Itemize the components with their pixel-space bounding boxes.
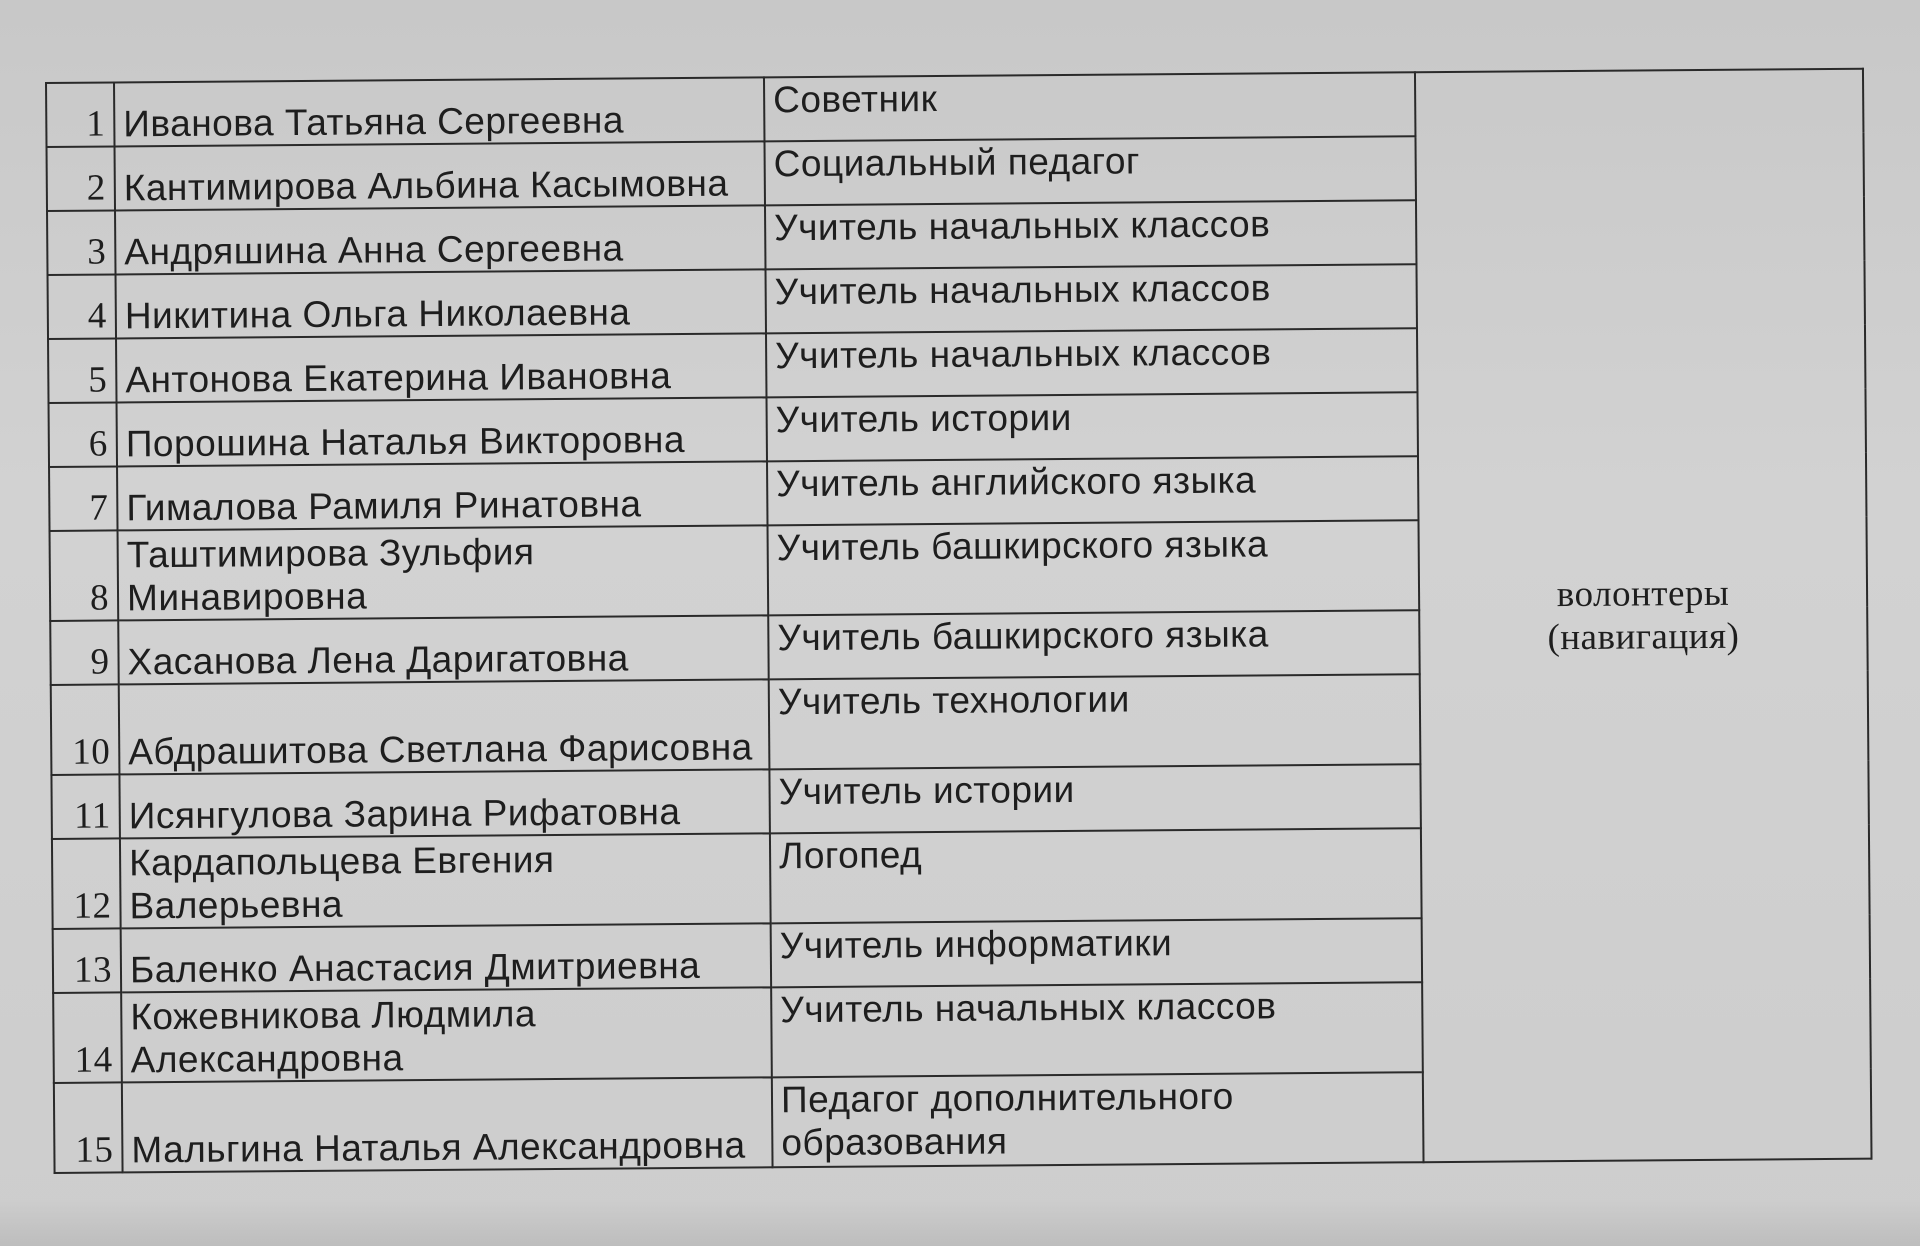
employee-position: Логопед: [770, 828, 1422, 923]
employee-name: Кантимирова Альбина Касымовна: [115, 141, 765, 210]
employee-position: Учитель башкирского языка: [768, 610, 1419, 679]
row-number: 1: [46, 82, 115, 147]
employee-position: Учитель начальных классов: [765, 200, 1416, 269]
table-row: [46, 69, 1863, 147]
employee-position: Социальный педагог: [764, 136, 1415, 205]
role-cell: [1415, 69, 1872, 1162]
staff-table: [45, 68, 1873, 1174]
employee-name: Иванова Татьяна Сергеевна: [114, 77, 764, 146]
row-number: 13: [53, 928, 122, 993]
row-number: 10: [51, 684, 120, 775]
row-number: 11: [51, 774, 120, 839]
row-number: 6: [49, 402, 118, 467]
employee-name: Андряшина Анна Сергеевна: [115, 205, 765, 274]
employee-position: Учитель истории: [766, 392, 1417, 461]
employee-position: Учитель начальных классов: [771, 982, 1423, 1077]
row-number: 7: [49, 466, 118, 531]
employee-name: Мальгина Наталья Александровна: [122, 1077, 773, 1172]
page-edge-shadow: [0, 1200, 1920, 1246]
employee-name: Исянгулова Зарина Рифатовна: [119, 769, 769, 838]
employee-position: Учитель истории: [769, 764, 1420, 833]
row-number: 14: [53, 992, 122, 1083]
employee-name: Абдрашитова Светлана Фарисовна: [119, 679, 770, 774]
employee-position: Учитель начальных классов: [765, 264, 1416, 333]
employee-name: Таштимирова Зульфия Минавировна: [118, 525, 769, 620]
row-number: 2: [47, 146, 116, 211]
row-number: 8: [50, 530, 119, 621]
row-number: 4: [48, 274, 117, 339]
employee-name: Никитина Ольга Николаевна: [116, 269, 766, 338]
row-number: 15: [54, 1082, 123, 1173]
employee-name: Гималова Рамиля Ринатовна: [117, 461, 767, 530]
employee-name: Антонова Екатерина Ивановна: [116, 333, 766, 402]
employee-name: Порошина Наталья Викторовна: [117, 397, 767, 466]
row-number: 5: [48, 338, 117, 403]
role-label: волонтеры: [1556, 572, 1730, 616]
row-number: 12: [52, 838, 121, 929]
row-number: 3: [47, 210, 116, 275]
employee-name: Кардапольцева Евгения Валерьевна: [120, 833, 771, 928]
employee-position: Учитель английского языка: [767, 456, 1418, 525]
role-sublabel: (навигация): [1547, 615, 1740, 659]
employee-name: Баленко Анастасия Дмитриевна: [121, 923, 771, 992]
employee-position: Педагог дополнительного образования: [772, 1072, 1424, 1167]
employee-position: Учитель информатики: [771, 918, 1422, 987]
employee-position: Учитель технологии: [769, 674, 1421, 769]
employee-name: Хасанова Лена Даригатовна: [118, 615, 768, 684]
employee-position: Советник: [764, 72, 1415, 141]
employee-position: Учитель башкирского языка: [768, 520, 1420, 615]
employee-position: Учитель начальных классов: [766, 328, 1417, 397]
employee-name: Кожевникова Людмила Александровна: [121, 987, 772, 1082]
row-number: 9: [50, 620, 119, 685]
